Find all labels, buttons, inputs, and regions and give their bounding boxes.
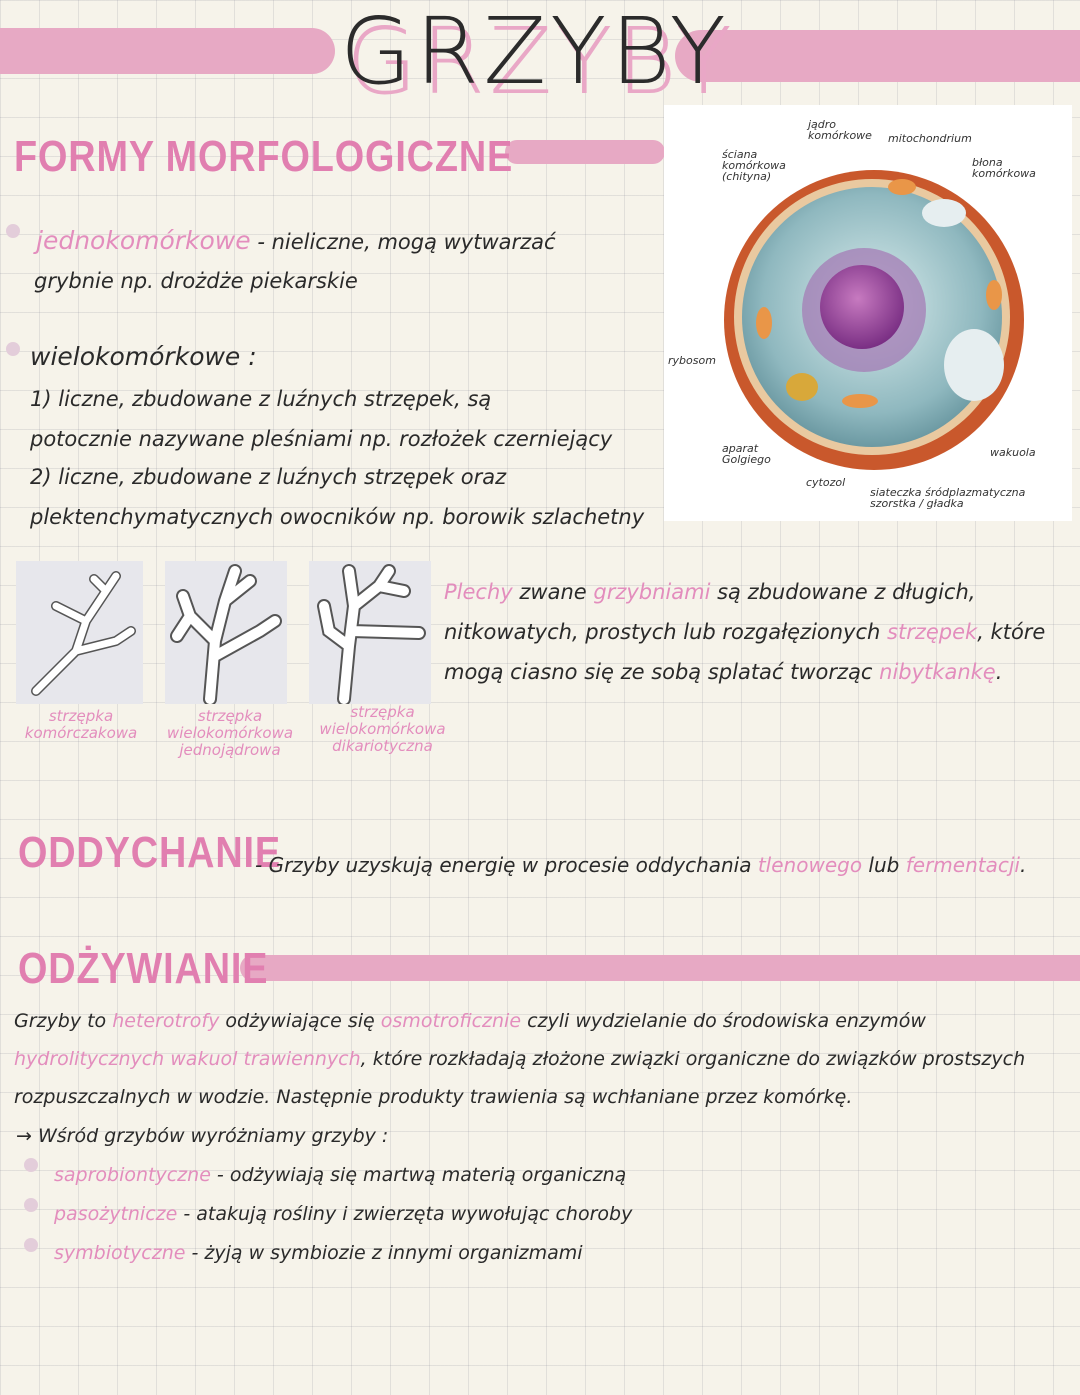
bullet-dot <box>24 1238 38 1252</box>
label-siateczka: siateczka śródplazmatyczna szorstka / gładka <box>870 486 1026 510</box>
hypha-image-2 <box>165 561 287 704</box>
label-sciana: ściana komórkowa (chityna) <box>722 148 786 183</box>
term-jedno: jednokomórkowe <box>36 226 251 255</box>
odzywianie-line2: hydrolitycznych wakuol trawiennych, które rozkładają złożone związki organiczne do związków prostszych <box>14 1048 1026 1070</box>
title-band-right <box>675 30 1080 82</box>
hypha-image-3 <box>309 561 431 704</box>
title-band-left <box>0 28 335 74</box>
list-item: symbiotyczne - żyją w symbiozie z innymi organizmami <box>54 1242 583 1264</box>
label-aparat: aparat Golgiego <box>722 442 771 466</box>
page-title: GRZYBY <box>340 0 730 105</box>
wielo-line1: 1) liczne, zbudowane z luźnych strzępek, są <box>30 387 492 411</box>
list-item: pasożytnicze - atakują rośliny i zwierzęta wywołując choroby <box>54 1203 633 1225</box>
hypha-caption-1: strzępka komórczakowa <box>24 707 138 742</box>
oddychanie-text: - Grzyby uzyskują energię w procesie oddychania tlenowego lub fermentacji. <box>255 853 1027 877</box>
hypha-caption-2: strzępka wielokomórkowa jednojądrowa <box>166 707 294 759</box>
label-rybosom: rybosom <box>668 354 716 367</box>
bullet-dot <box>6 224 20 238</box>
wielo-line4: plektenchymatycznych owocników np. borowik szlachetny <box>30 505 645 529</box>
heading-odzywianie: ODŻYWIANIE <box>18 944 269 993</box>
label-wakuola: wakuola <box>990 446 1036 459</box>
heading-oddychanie: ODDYCHANIE <box>18 828 281 877</box>
hypha-image-1 <box>16 561 143 704</box>
hyphae-text: Plechy zwane grzybniami są zbudowane z długich, nitkowatych, prostych lub rozgałęzionych strzępek, które mogą ciasno się ze sobą splatać tworząc nibytkankę. <box>444 580 1046 684</box>
list-item: saprobiontyczne - odżywiają się martwą materią organiczną <box>54 1164 627 1186</box>
label-jadro: jądro komórkowe <box>808 118 872 142</box>
odzywianie-line4: → Wśród grzybów wyróżniamy grzyby : <box>16 1125 389 1147</box>
term-wielo: wielokomórkowe : <box>30 342 257 371</box>
hypha-caption-3: strzępka wielokomórkowa dikariotyczna <box>319 703 446 755</box>
odzywianie-line1: Grzyby to heterotrofy odżywiające się osmotroficznie czyli wydzielanie do środowiska enzymów <box>14 1010 926 1032</box>
jedno-line1: jednokomórkowe - nieliczne, mogą wytwarzać <box>36 226 556 255</box>
label-cytozol: cytozol <box>806 476 846 489</box>
heading-band-odzywianie <box>240 955 1080 981</box>
hypha-drawing <box>309 561 431 704</box>
heading-morph: FORMY MORFOLOGICZNE <box>14 132 514 181</box>
bullet-dot <box>6 342 20 356</box>
heading-band-morph <box>505 140 665 164</box>
label-blona: błona komórkowa <box>972 156 1036 180</box>
bullet-dot <box>24 1158 38 1172</box>
label-mito: mitochondrium <box>888 132 972 145</box>
jedno-line2: grybnie np. drożdże piekarskie <box>34 269 358 293</box>
hypha-drawing <box>16 561 143 704</box>
wielo-line2: potocznie nazywane pleśniami np. rozłożek czerniejący <box>30 427 613 451</box>
cell-diagram <box>664 105 1072 521</box>
wielo-line3: 2) liczne, zbudowane z luźnych strzępek oraz <box>30 465 507 489</box>
bullet-dot <box>24 1198 38 1212</box>
hypha-drawing <box>165 561 287 704</box>
odzywianie-line3: rozpuszczalnych w wodzie. Następnie produkty trawienia są wchłaniane przez komórkę. <box>14 1086 853 1108</box>
